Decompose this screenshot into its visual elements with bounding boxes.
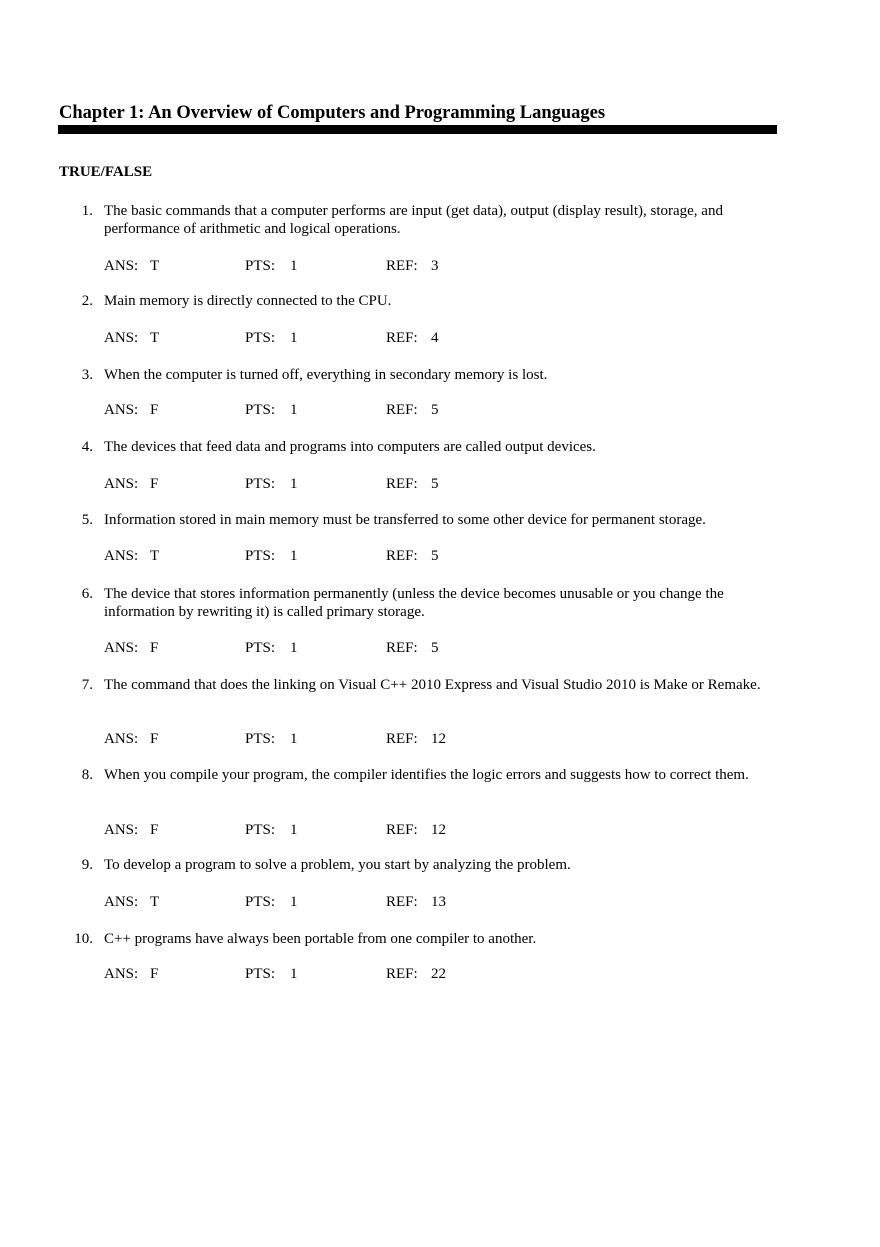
ref-label: REF: bbox=[386, 402, 418, 418]
ans-value: T bbox=[150, 330, 160, 346]
ref-label: REF: bbox=[386, 330, 418, 346]
question-text: The devices that feed data and programs into computers are called output devices. bbox=[104, 439, 596, 455]
ref-label: REF: bbox=[386, 822, 418, 838]
question-number: 9. bbox=[81, 857, 93, 873]
ref-label: REF: bbox=[386, 258, 418, 274]
pts-value: 1 bbox=[290, 402, 298, 418]
ans-label: ANS: bbox=[104, 640, 139, 656]
pts-value: 1 bbox=[290, 822, 298, 838]
pts-value: 1 bbox=[290, 258, 298, 274]
ans-label: ANS: bbox=[104, 476, 139, 492]
question-text: When the computer is turned off, everything in secondary memory is lost. bbox=[104, 367, 548, 383]
ans-label: ANS: bbox=[104, 822, 139, 838]
ans-value: F bbox=[150, 822, 159, 838]
ans-value: T bbox=[150, 548, 160, 564]
question-text: When you compile your program, the compiler identifies the logic errors and suggests how to correct them. bbox=[104, 767, 749, 783]
ans-value: F bbox=[150, 731, 159, 747]
ans-label: ANS: bbox=[104, 966, 139, 982]
question-number: 7. bbox=[81, 677, 93, 693]
ans-value: T bbox=[150, 258, 160, 274]
question-number: 5. bbox=[81, 512, 93, 528]
pts-label: PTS: bbox=[245, 330, 276, 346]
question-number: 6. bbox=[81, 586, 93, 602]
ref-value: 5 bbox=[431, 640, 439, 656]
question-number: 4. bbox=[81, 439, 93, 455]
ans-value: F bbox=[150, 640, 159, 656]
ref-value: 5 bbox=[431, 548, 439, 564]
ref-value: 13 bbox=[431, 894, 446, 910]
ref-value: 5 bbox=[431, 402, 439, 418]
ans-label: ANS: bbox=[104, 731, 139, 747]
pts-label: PTS: bbox=[245, 822, 276, 838]
pts-value: 1 bbox=[290, 731, 298, 747]
section-heading: TRUE/FALSE bbox=[59, 164, 153, 180]
question-text: The command that does the linking on Visual C++ 2010 Express and Visual Studio 2010 is Make or Remake. bbox=[104, 677, 761, 693]
question-text: To develop a program to solve a problem, you start by analyzing the problem. bbox=[104, 857, 571, 873]
ref-label: REF: bbox=[386, 966, 418, 982]
pts-value: 1 bbox=[290, 330, 298, 346]
pts-label: PTS: bbox=[245, 966, 276, 982]
question-text: The basic commands that a computer performs are input (get data), output (display result), storage, and performance of arithmetic and logical operations. bbox=[104, 203, 723, 237]
question-number: 1. bbox=[81, 203, 93, 219]
ref-value: 12 bbox=[431, 731, 446, 747]
question-number: 3. bbox=[81, 367, 93, 383]
pts-value: 1 bbox=[290, 548, 298, 564]
ans-label: ANS: bbox=[104, 402, 139, 418]
ref-value: 12 bbox=[431, 822, 446, 838]
ans-value: F bbox=[150, 966, 159, 982]
ref-value: 3 bbox=[431, 258, 439, 274]
pts-label: PTS: bbox=[245, 548, 276, 564]
pts-label: PTS: bbox=[245, 402, 276, 418]
page-title: Chapter 1: An Overview of Computers and Programming Languages bbox=[59, 103, 606, 123]
pts-value: 1 bbox=[290, 476, 298, 492]
question-number: 2. bbox=[81, 293, 93, 309]
ref-label: REF: bbox=[386, 894, 418, 910]
ans-value: F bbox=[150, 402, 159, 418]
pts-label: PTS: bbox=[245, 476, 276, 492]
ref-label: REF: bbox=[386, 548, 418, 564]
ref-value: 5 bbox=[431, 476, 439, 492]
pts-value: 1 bbox=[290, 894, 298, 910]
ref-value: 4 bbox=[431, 330, 439, 346]
ans-label: ANS: bbox=[104, 258, 139, 274]
question-number: 10. bbox=[74, 931, 93, 947]
question-text: C++ programs have always been portable from one compiler to another. bbox=[104, 931, 537, 947]
pts-label: PTS: bbox=[245, 894, 276, 910]
ans-value: F bbox=[150, 476, 159, 492]
question-text: The device that stores information permanently (unless the device becomes unusable or you change the information by rewriting it) is called primary storage. bbox=[104, 586, 724, 620]
ans-value: T bbox=[150, 894, 160, 910]
question-text: Main memory is directly connected to the CPU. bbox=[104, 293, 392, 309]
pts-label: PTS: bbox=[245, 640, 276, 656]
ref-value: 22 bbox=[431, 966, 446, 982]
ans-label: ANS: bbox=[104, 894, 139, 910]
ans-label: ANS: bbox=[104, 548, 139, 564]
ref-label: REF: bbox=[386, 640, 418, 656]
pts-value: 1 bbox=[290, 966, 298, 982]
pts-value: 1 bbox=[290, 640, 298, 656]
ref-label: REF: bbox=[386, 476, 418, 492]
ref-label: REF: bbox=[386, 731, 418, 747]
pts-label: PTS: bbox=[245, 258, 276, 274]
question-number: 8. bbox=[81, 767, 93, 783]
ans-label: ANS: bbox=[104, 330, 139, 346]
question-text: Information stored in main memory must be transferred to some other device for permanent storage. bbox=[104, 512, 706, 528]
title-rule bbox=[58, 125, 777, 134]
pts-label: PTS: bbox=[245, 731, 276, 747]
